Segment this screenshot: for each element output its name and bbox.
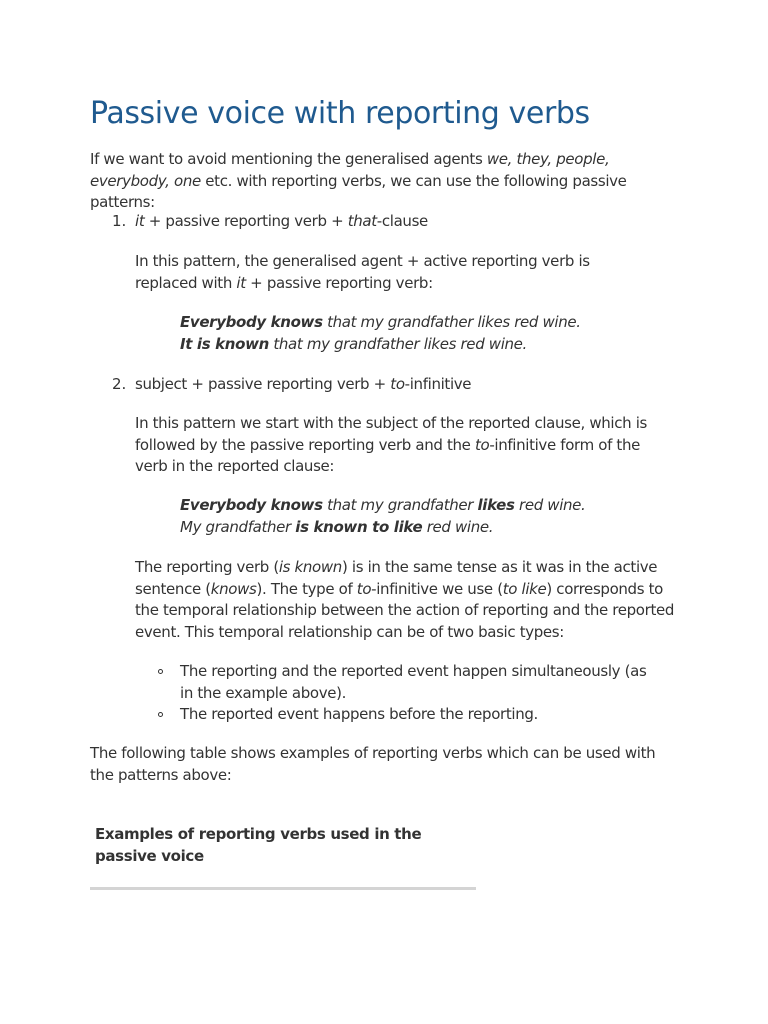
example-bold-phrase: Everybody knows bbox=[180, 313, 323, 331]
pattern-2-heading-text: subject + passive reporting verb + bbox=[135, 375, 391, 393]
pattern-1-example-active bbox=[180, 312, 660, 334]
circle-bullet-icon bbox=[158, 669, 163, 674]
pattern-1-desc-it: it bbox=[236, 273, 246, 292]
intro-agents-1: we, they, people, everybody, bbox=[90, 150, 610, 190]
pattern-1-heading bbox=[135, 211, 675, 233]
pattern-1-desc-text-2: + passive reporting verb: bbox=[245, 273, 433, 292]
note-text: The reporting verb ( bbox=[135, 558, 279, 576]
pattern-2-desc-text-1: In this pattern we start with the subject of the reported clause, which is followed by the passive reporting verb and the bbox=[135, 414, 647, 454]
pattern-1-number: 1. bbox=[112, 212, 127, 230]
pattern-2-infinitive: -infinitive bbox=[404, 375, 472, 393]
example-text: that my grandfather bbox=[322, 496, 478, 514]
list-item-text: The reported event happens before the reporting. bbox=[180, 705, 538, 723]
pattern-1-clause: -clause bbox=[376, 212, 428, 230]
pattern-1-it: it bbox=[135, 212, 145, 230]
circle-bullet-icon bbox=[158, 712, 163, 717]
example-bold-phrase: is known to like bbox=[295, 518, 423, 536]
list-item bbox=[158, 661, 658, 704]
pattern-2-example-active bbox=[180, 495, 660, 517]
temporal-types-list bbox=[158, 661, 658, 726]
example-bold-verb: likes bbox=[477, 496, 515, 514]
note-text: ). The type of bbox=[256, 579, 357, 598]
pattern-2-desc-to: to bbox=[474, 435, 490, 454]
note-italic: is known bbox=[278, 558, 342, 576]
pattern-1-that: that bbox=[347, 212, 377, 230]
example-text: that my grandfather likes red wine. bbox=[322, 313, 581, 331]
intro-text-1: If we want to avoid mentioning the generalised agents bbox=[90, 150, 487, 168]
example-text: that my grandfather likes red wine. bbox=[268, 335, 527, 353]
pattern-1-desc-text-1: In this pattern, the generalised agent + active reporting verb is replaced with bbox=[135, 252, 590, 292]
list-item bbox=[158, 704, 658, 726]
pattern-1-example-passive bbox=[180, 334, 660, 356]
pattern-2-desc-text-2: -infinitive form of the verb in the reported clause: bbox=[135, 435, 640, 475]
list-item-text: The reporting and the reported event happen simultaneously (as in the example above). bbox=[180, 662, 647, 702]
example-bold-phrase: It is known bbox=[180, 335, 269, 353]
note-text: -infinitive we use ( bbox=[371, 579, 503, 598]
pattern-2-heading bbox=[135, 374, 675, 396]
note-italic: to like bbox=[502, 579, 547, 598]
note-text: ) is in the same tense as it was in the active sentence ( bbox=[135, 558, 658, 598]
note-italic: knows bbox=[210, 579, 257, 598]
pattern-1-description bbox=[135, 251, 655, 294]
note-text: ) corresponds to the temporal relationship between the action of reporting and the reported event. This temporal relationship can be of two basic types: bbox=[135, 579, 675, 641]
note-italic: to bbox=[356, 579, 372, 598]
example-text: My grandfather bbox=[180, 518, 296, 536]
example-text: red wine. bbox=[422, 518, 494, 536]
table-intro-paragraph: The following table shows examples of reporting verbs which can be used with the patterns above: bbox=[90, 744, 656, 784]
table-header-divider bbox=[90, 887, 476, 890]
intro-text-2: etc. with reporting verbs, we can use the following passive patterns: bbox=[90, 171, 627, 211]
pattern-1-heading-text: + passive reporting verb + bbox=[144, 212, 348, 230]
page-title: Passive voice with reporting verbs bbox=[90, 96, 590, 131]
example-bold-phrase: Everybody knows bbox=[180, 496, 323, 514]
pattern-2-to: to bbox=[390, 375, 405, 393]
pattern-2-description bbox=[135, 413, 670, 478]
pattern-2-example-passive bbox=[180, 517, 660, 539]
example-text: red wine. bbox=[514, 496, 586, 514]
pattern-2-number: 2. bbox=[112, 375, 127, 393]
intro-agents-2: one bbox=[174, 171, 201, 190]
pattern-2-note bbox=[135, 557, 675, 643]
table-header-cell: Examples of reporting verbs used in the passive voice bbox=[95, 825, 422, 865]
intro-paragraph bbox=[90, 149, 675, 214]
